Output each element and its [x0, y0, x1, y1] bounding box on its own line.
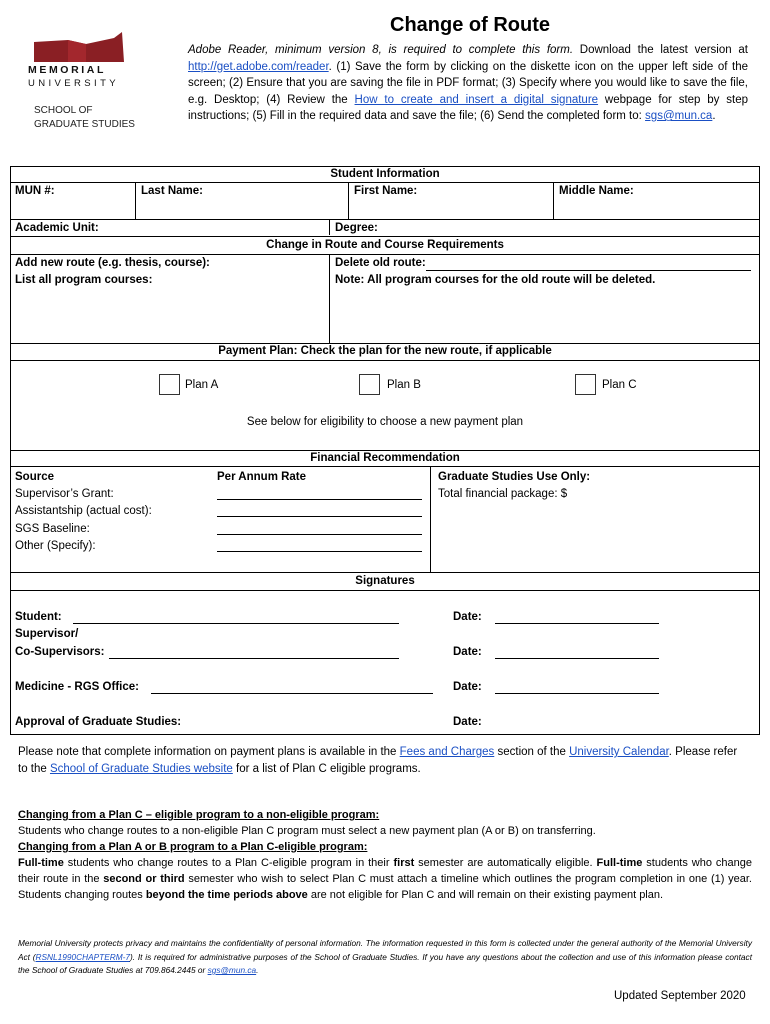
medicine-date-field[interactable] [495, 693, 659, 694]
plan-c-checkbox[interactable] [575, 374, 596, 395]
supervisor-date-field[interactable] [495, 658, 659, 659]
co-supervisors-signature-label: Co-Supervisors: [15, 646, 105, 658]
payment-plan-header: Payment Plan: Check the plan for the new route, if applicable [218, 345, 552, 357]
source-label: Source [15, 471, 54, 483]
payment-plan-info-note [18, 744, 748, 777]
supervisor-grant-field[interactable] [217, 499, 422, 500]
privacy-text-1: Memorial University protects privacy and maintains the confidentiality of personal information. The information requested in this form is collected under the general authority of the Memorial University Act ( [18, 938, 752, 962]
logo-school-name [34, 104, 174, 132]
other-specify-field[interactable] [217, 551, 422, 552]
logo-university: UNIVERSITY [28, 78, 120, 89]
plan-ab-text-4: semester who wish to select Plan C must attach a timeline which outlines the program completion in one (1) year. Students changing routes [18, 873, 752, 901]
fees-and-charges-link[interactable]: Fees and Charges [399, 746, 495, 758]
student-date-field[interactable] [495, 623, 659, 624]
student-info-header: Student Information [330, 168, 440, 180]
student-date-label: Date: [453, 611, 482, 623]
plan-a-checkbox[interactable] [159, 374, 180, 395]
gs-use-only-label: Graduate Studies Use Only: [438, 471, 591, 483]
supervisor-date-label: Date: [453, 646, 482, 658]
privacy-text-2: ). It is required for administrative purposes of the School of Graduate Studies. If you have any questions about the collection and use of this information please contact the School of Graduate Studies at 709.864.2445 or [18, 951, 752, 975]
second-or-third: second or third [103, 873, 185, 885]
route-note: Note: All program courses for the old route will be deleted. [335, 274, 656, 286]
other-specify-label: Other (Specify): [15, 540, 96, 552]
approval-date-label: Date: [453, 716, 482, 728]
degree-label: Degree: [335, 222, 378, 234]
page-title: Change of Route [390, 14, 550, 36]
updated-date: Updated September 2020 [614, 990, 746, 1002]
plan-c-label: Plan C [602, 379, 637, 391]
supervisor-signature-label: Supervisor/ [15, 628, 79, 640]
financial-header: Financial Recommendation [310, 452, 460, 464]
medicine-date-label: Date: [453, 681, 482, 693]
plan-c-change-text: Students who change routes to a non-eligible Plan C program must select a new payment plan (A or B) on transferring. [18, 825, 596, 837]
adobe-reader-link[interactable]: http://get.adobe.com/reader [188, 60, 329, 73]
note-text-2: section of the [494, 746, 570, 758]
plan-c-change-section [18, 807, 752, 903]
change-of-route-form [10, 166, 760, 735]
total-financial-package-label: Total financial package: $ [438, 488, 568, 500]
first-semester: first [393, 857, 415, 869]
note-text-4: for a list of Plan C eligible programs. [232, 762, 421, 775]
intro-text-2: . (1) Save the form by clicking on the diskette icon on the upper left side of the screen; (2) Ensure that you are saving the file in PDF format; (3) Specify where you would like to save the file, e.g. Desktop; (4) Review the [188, 60, 748, 106]
per-annum-rate-label: Per Annum Rate [217, 471, 307, 483]
full-time-2: Full-time [596, 857, 643, 869]
list-program-courses-label: List all program courses: [15, 274, 153, 286]
logo-school-line1: SCHOOL OF [34, 105, 93, 116]
sgs-baseline-field[interactable] [217, 534, 422, 535]
logo-school-line2: GRADUATE STUDIES [34, 119, 135, 130]
logo-wordmark: MEMORIAL [28, 64, 106, 76]
academic-unit-label: Academic Unit: [15, 222, 99, 234]
signatures-header: Signatures [355, 575, 415, 587]
plan-a-label: Plan A [185, 379, 219, 391]
supervisor-grant-label: Supervisor’s Grant: [15, 488, 114, 500]
delete-old-route-text: Delete old route: [335, 257, 426, 269]
note-text-1: Please note that complete information on payment plans is available in the [18, 746, 400, 758]
full-time-1: Full-time [18, 857, 64, 869]
plan-ab-text-2: semester are automatically eligible. [414, 857, 597, 869]
note-text-3: . Please refer to the [18, 746, 738, 775]
sgs-baseline-label: SGS Baseline: [15, 523, 90, 535]
plan-c-change-heading: Changing from a Plan C – eligible program to a non-eligible program: [18, 809, 380, 821]
delete-old-route-label [335, 256, 751, 271]
student-signature-field[interactable] [73, 623, 399, 624]
plan-ab-text-1: students who change routes to a Plan C-eligible program in their [63, 857, 394, 869]
medicine-rgs-signature-label: Medicine - RGS Office: [15, 681, 139, 693]
intro-text-1: Download the latest version at [573, 44, 748, 56]
add-new-route-label: Add new route (e.g. thesis, course): [15, 257, 210, 269]
plan-b-label: Plan B [387, 379, 421, 391]
co-supervisors-signature-field[interactable] [109, 658, 399, 659]
logo-shield-icon [28, 28, 140, 68]
sgs-website-link[interactable]: School of Graduate Studies website [49, 762, 233, 775]
payment-eligibility-note: See below for eligibility to choose a new payment plan [246, 416, 524, 428]
delete-old-route-field[interactable] [426, 258, 751, 271]
middle-name-label: Middle Name: [559, 185, 634, 197]
intro-text-3: webpage for step by step instructions; (5) Fill in the required data and save the file; (6) Send the completed form to: [188, 93, 748, 122]
privacy-text-3: . [256, 965, 259, 975]
intro-italic: Adobe Reader, minimum version 8, is required to complete this form. [188, 44, 574, 56]
assistantship-field[interactable] [217, 516, 422, 517]
intro-text-4: . [712, 110, 716, 122]
privacy-email-link[interactable]: sgs@mun.ca [207, 965, 257, 975]
plan-ab-change-heading: Changing from a Plan A or B program to a Plan C-eligible program: [18, 841, 368, 853]
approval-graduate-studies-label: Approval of Graduate Studies: [15, 716, 182, 728]
plan-ab-text-3: students who change their route in the [18, 857, 752, 885]
route-header: Change in Route and Course Requirements [266, 239, 504, 251]
assistantship-label: Assistantship (actual cost): [15, 505, 152, 517]
plan-ab-change-text [18, 855, 752, 903]
beyond-time-periods: beyond the time periods above [145, 889, 308, 901]
medicine-rgs-signature-field[interactable] [151, 693, 433, 694]
digital-signature-link[interactable]: How to create and insert a digital signature [354, 93, 599, 106]
plan-ab-text-5: are not eligible for Plan C and will remain on their existing payment plan. [307, 889, 664, 901]
plan-b-checkbox[interactable] [359, 374, 380, 395]
last-name-label: Last Name: [141, 185, 203, 197]
student-signature-label: Student: [15, 611, 62, 623]
intro-instructions [188, 42, 748, 125]
first-name-label: First Name: [354, 185, 418, 197]
university-calendar-link[interactable]: University Calendar [569, 746, 669, 758]
sgs-email-link[interactable]: sgs@mun.ca [645, 110, 713, 122]
university-act-link[interactable]: RSNL1990CHAPTERM-7 [35, 951, 131, 962]
mun-label: MUN #: [15, 185, 55, 197]
privacy-statement [18, 937, 752, 978]
